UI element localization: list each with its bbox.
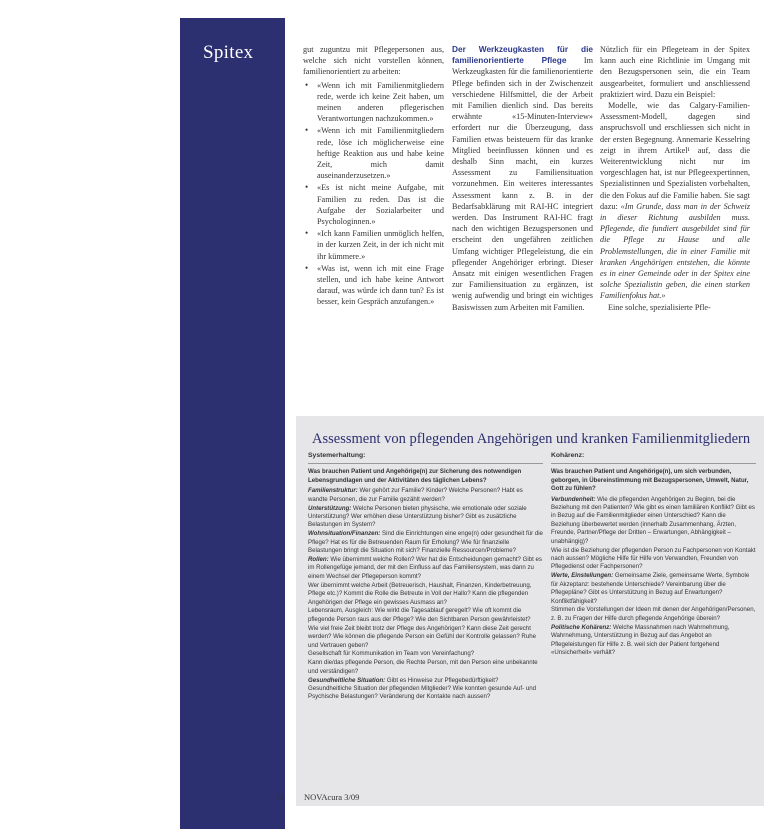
systemerhaltung-question: Was brauchen Patient und Angehörige(n) zur Sicherung des notwendigen Lebensgrundlagen und der Aktivitäten des täglichen Lebens? xyxy=(308,468,522,484)
article-column-2 xyxy=(452,44,593,386)
quote-item: • «Wenn ich mit Familienmitgliedern rede, werde ich keine Zeit haben, um meinen anderen pflegerischen Verantwortungen nachzukommen.» xyxy=(303,80,444,125)
assessment-item: Wohnsituation/Finanzen: Sind die Einrichtungen eine enge(n) oder gesundheit für die Pflege? Hat es für die Betreuenden Raum für Erholung? Wie für finanzielle Belastungen bringt die Situation mit sich? Finanzielle Ressourcen/Probleme? xyxy=(308,530,543,555)
assessment-item: Werte, Einstellungen: Gemeinsame Ziele, gemeinsame Werte, Symbole für Akzeptanz: bestehende Unterschiede? Vereinbarung über die Pflegepläne? Gibt es Unterstützung in Bezug auf Erwartungen? Konfliktfähigkeit? xyxy=(551,572,750,605)
section-title: Spitex xyxy=(203,42,254,63)
assessment-item: Kann die/das pflegende Person, die Rechte Person, mit den Person eine unbekannte und verständigen? xyxy=(308,659,538,675)
assessment-right-column xyxy=(551,452,756,752)
assessment-box-title: Assessment von pflegenden Angehörigen und kranken Familienmitgliedern xyxy=(312,431,751,447)
quote-item: • «Es ist nicht meine Aufgabe, mit Familien zu reden. Das ist die Aufgabe der Sozialarbeiter und Psychologinnen.» xyxy=(303,182,444,227)
toolbox-heading: Der Werkzeugkasten für die familienorientierte Pflege xyxy=(452,44,593,66)
col3-paragraph-2-text: Modelle, wie das Calgary-Familien-Assessment-Modell, dagegen sind anspruchsvoll und erschliessen sich nicht in der ersten Begegnung. Annemarie Kesselring zeigt in ihrem Artikel¹ auf, dass die Weiterentwicklung nicht nur im vorgeschlagen hat, ist nur Pflegeexpertinnen, Spezialistinnen und Spezialisten vorbehalten, die den Fokus auf die Familie haben. Sie sagt dazu: xyxy=(600,101,750,211)
quote-item: • «Ich kann Familien unmöglich helfen, in der kurzen Zeit, in der ich nicht mit ihr kümmere.» xyxy=(303,228,444,262)
assessment-item: Lebensraum, Ausgleich: Wie wirkt die Tagesablauf geregelt? Wie oft kommt die pflegende Person raus aus der Pflege? Wie den Sichtbaren Person gewährleistet? xyxy=(308,607,531,623)
assessment-item: Gesundheitliche Situation: Gibt es Hinweise zur Pflegebedürftigkeit? Gesundheitliche Situation der pflegenden Mitglieder? Wie konnten gesunde Auf- und Psychische Belastungen? Veränderung der Kontakte nach aussen? xyxy=(308,676,536,701)
divider xyxy=(308,463,543,464)
col3-paragraph-2 xyxy=(600,100,750,302)
article-column-3 xyxy=(600,44,750,386)
kohaerenz-question: Was brauchen Patient und Angehörige(n), um sich verbunden, geborgen, in Übereinstimmung mit Bezugspersonen, Umwelt, Natur, Gott zu fühlen? xyxy=(551,468,749,493)
section-sidebar xyxy=(180,18,285,829)
assessment-item: Familienstruktur: Wer gehört zur Familie? Kinder? Welche Personen? Habt es wandte Personen, die zur Familie gezählt werden? xyxy=(308,487,523,503)
col1-intro: gut zuguntzu mit Pflegepersonen aus, welche sich nicht vorstellen können, familienorientiert zu arbeiten: xyxy=(303,45,444,77)
col3-paragraph-1: Nützlich für ein Pflegeteam in der Spitex kann auch eine Richtlinie im Umgang mit den Bezugspersonen sein, die ein Team ausgearbeitet, formuliert und anschliessend praktiziert wird. Dazu ein Beispiel: xyxy=(600,45,750,99)
assessment-item: Verbundenheit: Wie die pflegenden Angehörigen zu Beginn, bei die Beziehung mit den Patienten? Wie gibt es einen familiären Konflikt? Gibt es in Bezug auf die Familienmitglieder einen Unterschied? Kann die Beziehung überbewertet werden (innerhalb Zusammenhang, Ärzten, Freunde, Partner/Pflege der Dritten – Erwartungen, Abhängigkeit – unabhängig)? xyxy=(551,495,755,545)
page-number: 38 xyxy=(276,792,285,802)
col3-paragraph-3: Eine solche, spezialisierte Pfle- xyxy=(608,302,711,312)
quote-list xyxy=(303,80,444,308)
article-column-1 xyxy=(303,44,444,386)
quote-item: • «Was ist, wenn ich mit eine Frage stellen, und ich habe keine Antwort darauf, was würde ich dann tun? Es ist besser, kein Gespräch anzufangen.» xyxy=(303,263,444,308)
assessment-item: Stimmen die Vorstellungen der Ideen mit denen der Angehörigen/Personen, z. B. zu Fragen der Hilfe durch pflegende Angehörige überein? xyxy=(551,606,756,622)
divider xyxy=(551,463,756,464)
kohaerenz-heading: Kohärenz: xyxy=(551,452,585,459)
assessment-item: Politische Kohärenz: Welche Massnahmen nach Wahrnehmung, Wahrnehmung, Unterstützung in Bezug auf das Angebot an Pflegeleistungen für Hilfe z. B. weil sich der Patient fortgehend «Unsicherheit» verhält? xyxy=(551,623,730,656)
systemerhaltung-heading: Systemerhaltung: xyxy=(308,452,366,459)
assessment-item: Wie viel freie Zeit bleibt trotz der Pflege des Angehörigen? Kann diese Zeit gerecht werden? Wie können die pflegende Person ein Gefühl der Kontrolle gelassen? Ruhe und Vertrauen geben? xyxy=(308,624,536,649)
publication-name: NOVAcura 3/09 xyxy=(304,792,360,802)
assessment-item: Unterstützung: Welche Personen bieten physische, wie emotionale oder soziale Unterstützung? Wer erhöhen diese Unterstützung bisher? Gibt es zusätzliche Belastungen im System? xyxy=(308,504,527,529)
col2-body: Im Werkzeugkasten für die familienorientierte Pflege befinden sich in der Zwischenzeit verschiedene Hilfsmittel, die der Arbeit mit Familien dienlich sind. Das bereits erwähnte «15-Minuten-Interview» erfordert nur die Überzeugung, dass Familien etwas beisteuern für das kranke Mitglied beeinflussen können und es deshalb Sinn macht, ein kurzes Assessment zu Familiensituation vorzunehmen. Ein weiteres interessantes Assessment kann z. B. in der Bedarfsabklärung mit RAI-HC integriert werden. Das Instrument RAI-HC fragt nach den wichtigen Bezugspersonen und erscheint den ungefähren zeitlichen Umfang wichtiger Pflegeleistung, die ein pflegender Angehöriger erbringt. Dieser Ansatz mit einigen wesentlichen Fragen zur Familiensituation zu ergänzen, ist wenig aufwendig und bringt ein wichtiges Basiswissen zum Arbeiten mit Familien. xyxy=(452,56,593,312)
assessment-left-column xyxy=(308,452,543,792)
assessment-item: Wer übernimmt welche Arbeit (Betreuerisch, Haushalt, Finanzen, Kinderbetreuung, Pflege etc.)? Kommt die Rolle die Betreute in Voll der Hallo? Kann die pflegenden Angehörigen der Pflege ein gewisses Ausmass an? xyxy=(308,581,532,606)
assessment-item: Gesellschaft für Kommunikation im Team von Vereinfachung? xyxy=(308,650,475,658)
assessment-item: Wie ist die Beziehung der pflegenden Person zu Fachpersonen von Kontakt nach aussen? Mögliche Hilfe für Hilfe von Verwandten, Freunden von Pflegedienst oder Fachpersonen? xyxy=(551,546,756,571)
kesselring-quote: «Im Grunde, dass man in der Schweiz in dieser Richtung ausbilden muss. Pflegende, die fundiert ausgebildet sind für die Pflege zu Hause und alle Problemstellungen, die in einer Familie mit kranken Angehörigen entstehen, die könnte es in einer Gemeinde oder in der Spitex eine solche Spezialistin geben, die einen starken Familienfokus hat.» xyxy=(600,201,750,301)
assessment-item: Rollen: Wie übernimmt welche Rollen? Wer hat die Entscheidungen gemacht? Gibt es im Rollengefüge jemand, der mit den Einfluss auf das Familiensystem, was dann zu einem Wechsel der Pflegeperson kommt? xyxy=(308,555,542,580)
quote-item: • «Wenn ich mit Familienmitgliedern rede, löse ich möglicherweise eine heftige Reaktion aus und habe keine Zeit, mich damit auseinanderzusetzen.» xyxy=(303,125,444,181)
